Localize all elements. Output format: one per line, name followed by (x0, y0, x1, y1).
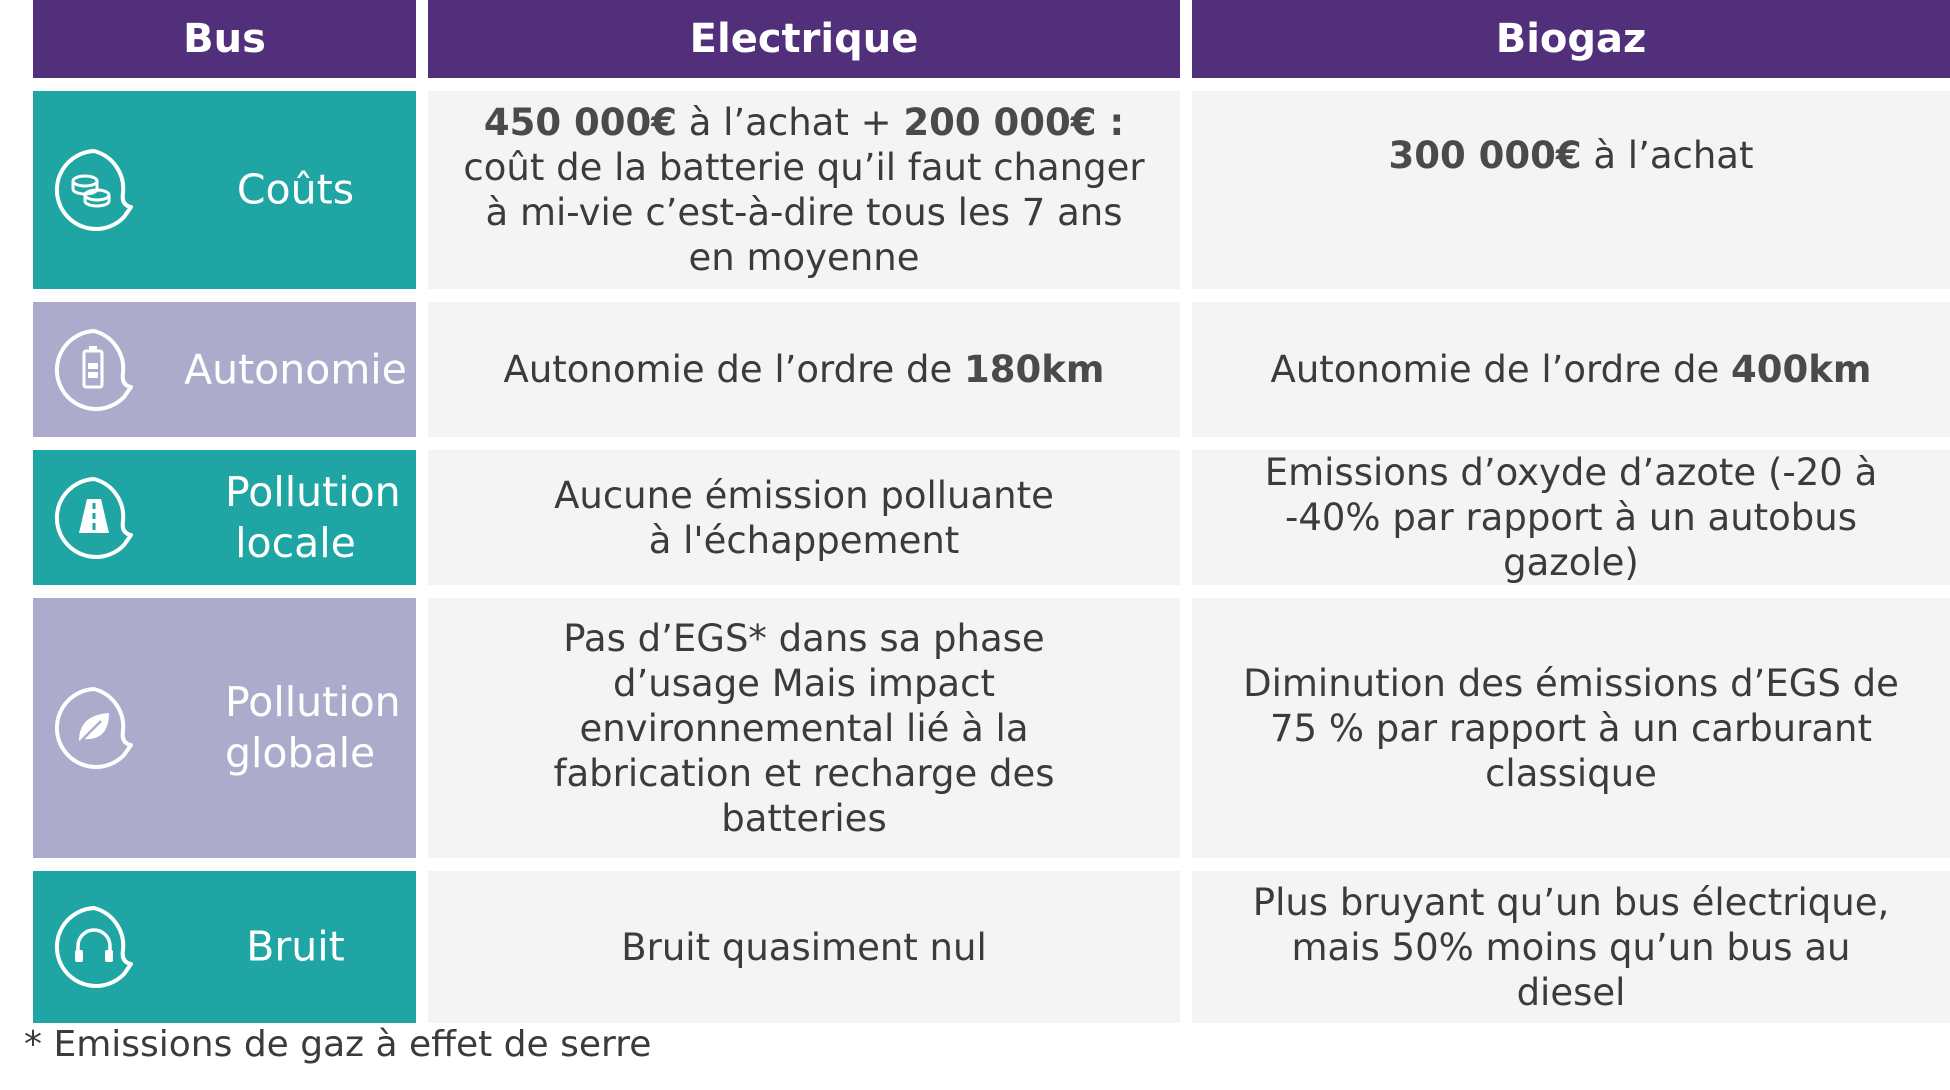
coins-icon (51, 147, 137, 233)
header-bus: Bus (33, 0, 416, 78)
row-label-text: Autonomie (184, 345, 407, 393)
price-battery-electric: 200 000€ : (903, 101, 1125, 144)
row-label-pollution-globale (33, 598, 416, 858)
cell-biogas-bruit (1192, 871, 1950, 1023)
price-purchase-biogas: 300 000€ (1388, 134, 1582, 177)
cell-text: Emissions d’oxyde d’azote (-20 à -40% par rapport à un autobus gazole) (1264, 451, 1878, 584)
cell-electric-pollution-locale (428, 450, 1180, 585)
row-label-text: Coûts (236, 165, 355, 214)
price-purchase-electric: 450 000€ (483, 101, 677, 144)
cell-text: Aucune émission polluante à l'échappement (554, 473, 1054, 562)
row-label-text: Pollution locale (225, 467, 401, 567)
cell-text: Bruit quasiment nul (621, 925, 987, 969)
battery-icon (51, 327, 137, 413)
footnote: * Emissions de gaz à effet de serre (24, 1024, 652, 1065)
cell-biogas-autonomie (1192, 302, 1950, 437)
cell-electric-bruit (428, 871, 1180, 1023)
cell-text: Plus bruyant qu’un bus électrique, mais 50% moins qu’un bus au diesel (1252, 880, 1890, 1014)
header-biogas: Biogaz (1192, 0, 1950, 78)
cell-electric-autonomie (428, 302, 1180, 437)
cell-biogas-pollution-locale (1192, 450, 1950, 585)
cell-biogas-couts (1192, 91, 1950, 289)
range-biogas: 400km (1731, 348, 1872, 391)
text-segment: coût de la batterie qu’il faut changer à mi-vie c’est-à-dire tous les 7 ans en moyenne (463, 146, 1145, 279)
road-icon (51, 475, 137, 561)
text-segment: à l’achat (1581, 134, 1754, 177)
leaf-icon (51, 685, 137, 771)
row-label-couts (33, 91, 416, 289)
header-electric: Electrique (428, 0, 1180, 78)
cell-text: Pas d’EGS* dans sa phase d’usage Mais impact environnemental lié à la fabrication et recharge des batteries (553, 616, 1055, 840)
cell-text: Diminution des émissions d’EGS de 75 % par rapport à un carburant classique (1243, 661, 1899, 795)
row-label-pollution-locale (33, 450, 416, 585)
row-label-bruit (33, 871, 416, 1023)
cell-electric-pollution-globale (428, 598, 1180, 858)
row-label-autonomie (33, 302, 416, 437)
headphones-icon (51, 904, 137, 990)
text-segment: Autonomie de l’ordre de (503, 348, 965, 391)
row-label-text: Pollution globale (225, 678, 401, 777)
text-segment: à l’achat + (676, 101, 904, 144)
text-segment: Autonomie de l’ordre de (1270, 348, 1732, 391)
cell-biogas-pollution-globale (1192, 598, 1950, 858)
range-electric: 180km (964, 348, 1105, 391)
row-label-text: Bruit (246, 922, 345, 971)
cell-electric-couts (428, 91, 1180, 289)
comparison-table (33, 0, 1950, 1023)
